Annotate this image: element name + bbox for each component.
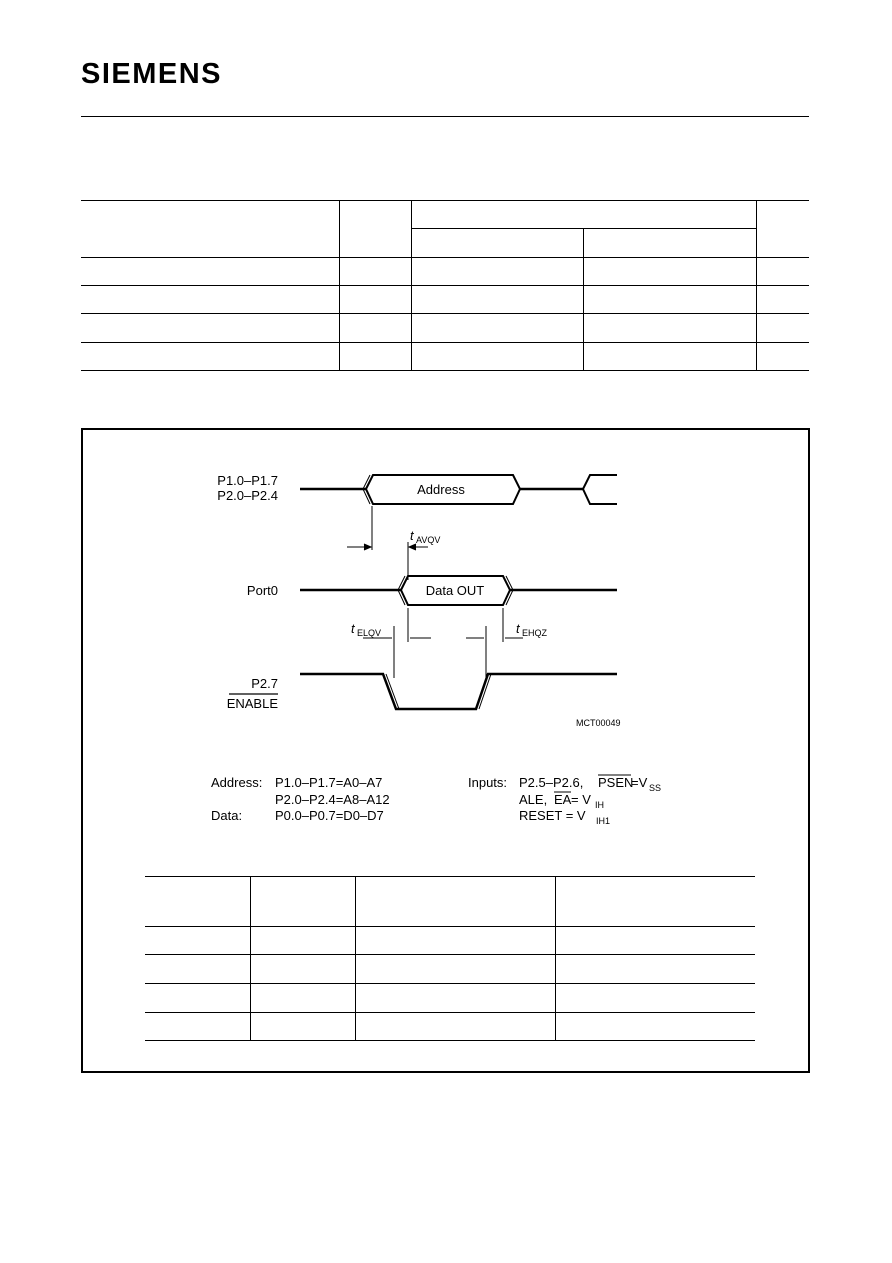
legend-vss-sub: SS bbox=[649, 783, 662, 793]
legend-vih1-sub: IH1 bbox=[596, 816, 611, 826]
legend-ea: EA bbox=[554, 792, 572, 807]
t-elqv-sub: ELQV bbox=[357, 628, 382, 638]
t-avqv-sub: AVQV bbox=[416, 535, 441, 545]
timing-diagram-box bbox=[81, 428, 810, 1073]
legend-address-line1: P1.0–P1.7=A0–A7 bbox=[275, 775, 383, 790]
legend-psen-eq: =V bbox=[631, 775, 648, 790]
legend-reset: RESET = V bbox=[519, 808, 586, 823]
bottom-table-grid bbox=[145, 876, 755, 1042]
diagram-code: MCT00049 bbox=[576, 718, 621, 728]
legend-vih-sub: IH bbox=[595, 800, 604, 810]
header-rule bbox=[81, 116, 809, 117]
t-elqv: t bbox=[351, 621, 355, 636]
enable-waveform bbox=[300, 674, 617, 709]
top-table bbox=[81, 200, 809, 371]
legend-address-key: Address: bbox=[211, 775, 263, 790]
t-avqv: t bbox=[410, 528, 414, 543]
legend-data-key: Data: bbox=[211, 808, 243, 823]
bus-dataout-label: Data OUT bbox=[425, 583, 485, 598]
siemens-logo: SIEMENS bbox=[81, 58, 223, 90]
top-table-grid bbox=[81, 200, 809, 371]
bottom-table bbox=[145, 876, 755, 1042]
t-ehqz: t bbox=[516, 621, 520, 636]
legend-inputs-a: P2.5–P2.6, bbox=[519, 775, 584, 790]
legend-psen: PSEN bbox=[598, 775, 634, 790]
label-p27: P2.7 bbox=[251, 676, 278, 691]
legend-inputs-key: Inputs: bbox=[468, 775, 508, 790]
legend-address-line2: P2.0–P2.4=A8–A12 bbox=[275, 792, 390, 807]
label-enable: ENABLE bbox=[226, 696, 278, 711]
label-port0: Port0 bbox=[246, 583, 278, 598]
bus-address-label: Address bbox=[417, 482, 465, 497]
legend-ea-eq: = V bbox=[571, 792, 591, 807]
t-ehqz-sub: EHQZ bbox=[522, 628, 548, 638]
label-p1: P1.0–P1.7 bbox=[217, 473, 278, 488]
legend-ale: ALE, bbox=[519, 792, 548, 807]
legend-data-line: P0.0–P0.7=D0–D7 bbox=[275, 808, 384, 823]
label-p2: P2.0–P2.4 bbox=[217, 488, 278, 503]
